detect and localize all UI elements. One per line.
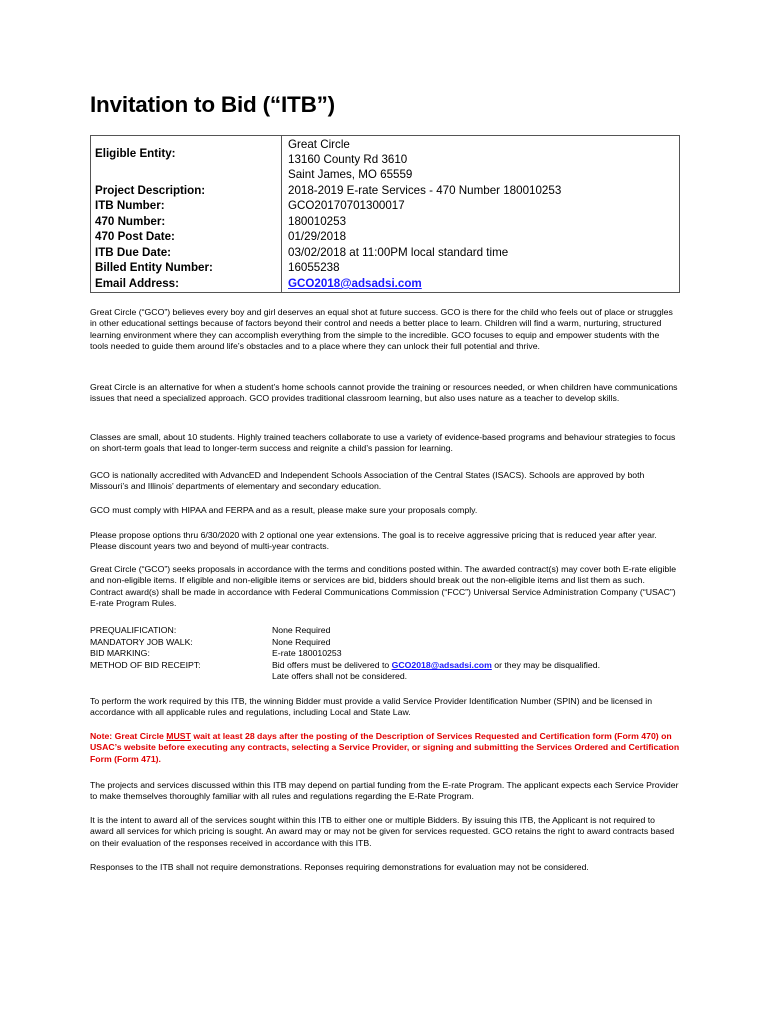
accreditation-paragraph: GCO is nationally accredited with AdvancED and Independent Schools Association of the Central States (ISACS). Schools are approved by both Missouri’s and Illinois’ departments of elementary and secondary education. <box>90 470 645 492</box>
late-offers-note: Late offers shall not be considered. <box>272 671 408 681</box>
eligible-entity-address-1: 13160 County Rd 3610 <box>288 153 408 166</box>
eligible-entity-label: Eligible Entity: <box>95 147 176 160</box>
form-470-post-date-label: 470 Post Date: <box>95 230 175 243</box>
classes-paragraph: Classes are small, about 10 students. Highly trained teachers collaborate to use a variety of evidence-based programs and behaviour strategies to focus on short-term goals that lead to longer-term success and reignite a child’s passion for learning. <box>90 432 676 454</box>
note-prefix: Note: Great Circle <box>90 731 167 741</box>
alternative-paragraph: Great Circle is an alternative for when a student’s home schools cannot provide the training or resources needed, or when children have communications issues that need a specialized approach. GCO provides traditional classroom learning, but also uses nature as a teacher to develop skills. <box>90 382 678 404</box>
job-walk-value: None Required <box>272 637 331 647</box>
funding-paragraph: The projects and services discussed within this ITB may depend on partial funding from the E-rate Program. The applicant expects each Service Provider to make themselves thoroughly familiar with all rules and regulations regarding the E-Rate Program. <box>90 780 679 802</box>
note-must-emphasis: MUST <box>166 731 191 741</box>
email-address-link[interactable]: GCO2018@adsadsi.com <box>288 277 422 290</box>
bid-marking-label: BID MARKING: <box>90 648 150 658</box>
bid-receipt-value <box>272 660 600 671</box>
billed-entity-number-label: Billed Entity Number: <box>95 261 213 274</box>
eligible-entity-name: Great Circle <box>288 138 350 151</box>
demonstrations-paragraph: Responses to the ITB shall not require demonstrations. Reponses requiring demonstrations for evaluation may not be considered. <box>90 862 589 872</box>
eligible-entity-address-2: Saint James, MO 65559 <box>288 168 413 181</box>
spin-paragraph: To perform the work required by this ITB, the winning Bidder must provide a valid Service Provider Identification Number (SPIN) and be licensed in accordance with all applicable rules and regulations, including Local and State Law. <box>90 696 653 718</box>
billed-entity-number-value: 16055238 <box>288 261 340 274</box>
project-description-value: 2018-2019 E-rate Services - 470 Number 180010253 <box>288 184 562 197</box>
proposals-paragraph: Great Circle (“GCO”) seeks proposals in accordance with the terms and conditions posted within. The awarded contract(s) may cover both E-rate eligible and non-eligible items. If eligible and non-eligible items or services are bid, bidders should break out the non-eligible items and list them as such. Contract award(s) shall be made in accordance with Federal Communications Commission (“FCC”) Universal Service Administration Company (“USAC”) E-rate Program Rules. <box>90 564 677 609</box>
email-address-label: Email Address: <box>95 277 179 290</box>
itb-number-label: ITB Number: <box>95 199 165 212</box>
itb-number-value: GCO20170701300017 <box>288 199 405 212</box>
bid-info-table <box>90 135 680 293</box>
award-intent-paragraph: It is the intent to award all of the services sought within this ITB to either one or multiple Bidders. By issuing this ITB, the Applicant is not required to award all services for which pricing is sought. An award may or may not be given for services requested. GCO retains the right to award contracts based on their evaluation of the responses received in accordance with this ITB. <box>90 815 675 848</box>
note-rest: wait at least 28 days after the posting of the Description of Services Requested and Certification form (Form 470) on USAC’s website before executing any contracts, selecting a Service Provider, or signing and submitting the Services Ordered and Certification Form (Form 471). <box>90 731 680 764</box>
pricing-paragraph: Please propose options thru 6/30/2020 with 2 optional one year extensions. The goal is to receive aggressive pricing that is reduced year after year. Please discount years two and beyond of multi-year contracts. <box>90 530 657 552</box>
itb-due-date-value: 03/02/2018 at 11:00PM local standard time <box>288 246 509 259</box>
job-walk-label: MANDATORY JOB WALK: <box>90 637 193 647</box>
prequalification-label: PREQUALIFICATION: <box>90 625 177 635</box>
form-470-number-label: 470 Number: <box>95 215 166 228</box>
page-title: Invitation to Bid (“ITB”) <box>90 92 335 117</box>
bid-receipt-suffix: or they may be disqualified. <box>491 660 600 670</box>
intro-paragraph: Great Circle (“GCO”) believes every boy and girl deserves an equal shot at future success. GCO is there for the child who feels out of place or struggles in other educational settings because of factors beyond their control and needs a better place to learn. Children will find a warm, nurturing, structured learning environment where they can accomplish everything from the simple to the incredible. GCO focuses to equip and empower students with the tools needed to guide them around life’s obstacles and to a place where they can unlock their full potential and thrive. <box>90 307 673 352</box>
bid-receipt-label: METHOD OF BID RECEIPT: <box>90 660 201 670</box>
project-description-label: Project Description: <box>95 184 206 197</box>
bid-receipt-prefix: Bid offers must be delivered to <box>272 660 392 670</box>
form-470-number-value: 180010253 <box>288 215 347 228</box>
itb-due-date-label: ITB Due Date: <box>95 246 172 259</box>
form-470-wait-note <box>90 731 680 765</box>
bid-receipt-email-link[interactable]: GCO2018@adsadsi.com <box>391 660 492 670</box>
bid-marking-value: E-rate 180010253 <box>272 648 342 658</box>
prequalification-value: None Required <box>272 625 331 635</box>
compliance-paragraph: GCO must comply with HIPAA and FERPA and as a result, please make sure your proposals comply. <box>90 505 478 515</box>
form-470-post-date-value: 01/29/2018 <box>288 230 347 243</box>
table-divider <box>281 136 282 292</box>
